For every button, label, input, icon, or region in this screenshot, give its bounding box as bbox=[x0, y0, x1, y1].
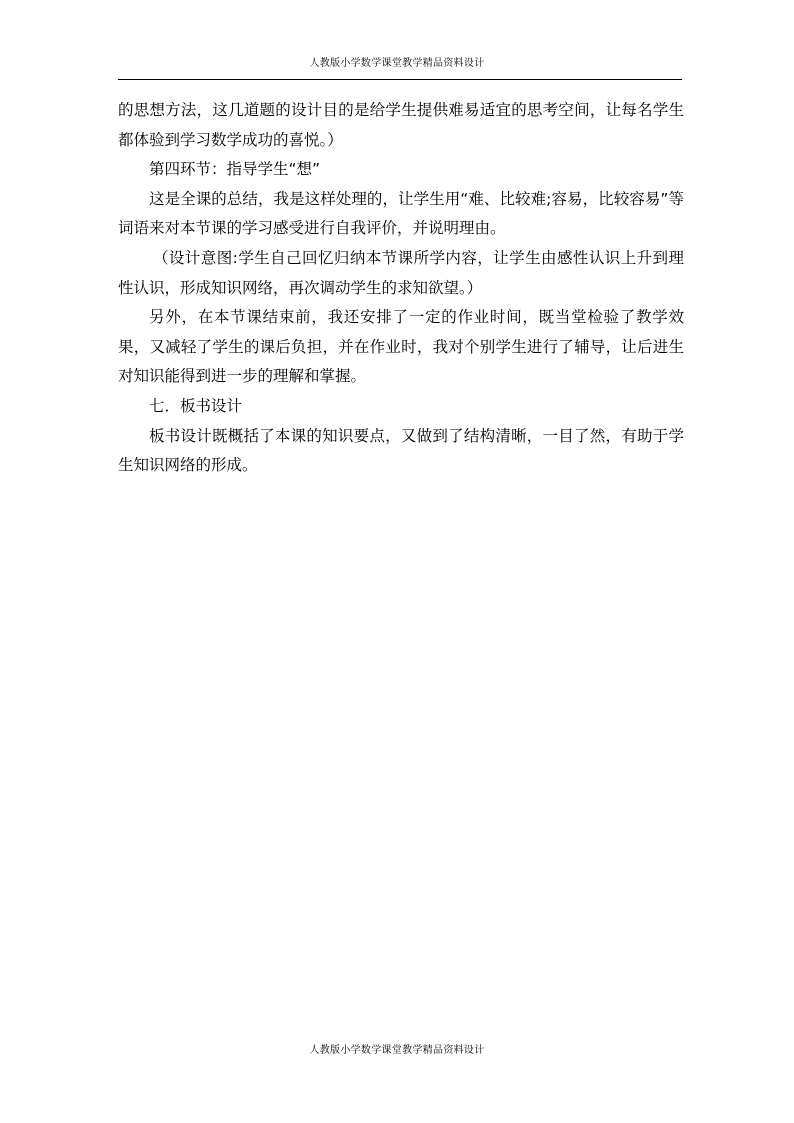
paragraph-blackboard-design: 板书设计既概括了本课的知识要点，又做到了结构清晰，一目了然，有助于学生知识网络的形成。 bbox=[118, 426, 684, 475]
header-rule bbox=[118, 79, 682, 80]
paragraph-summary: 这是全课的总结，我是这样处理的，让学生用“难、比较难;容易，比较容易”等词语来对本节课的学习感受进行自我评价，并说明理由。 bbox=[118, 189, 684, 238]
document-body bbox=[118, 96, 684, 481]
paragraph-continuation: 的思想方法，这几道题的设计目的是给学生提供难易适宜的思考空间，让每名学生都体验到学习数学成功的喜悦。） bbox=[118, 101, 684, 149]
section-heading-step-four: 第四环节：指导学生“想” bbox=[149, 160, 321, 179]
section-heading-blackboard-design: 七．板书设计 bbox=[149, 396, 243, 415]
paragraph-homework: 另外，在本节课结束前，我还安排了一定的作业时间，既当堂检验了教学效果，又减轻了学生的课后负担，并在作业时，我对个别学生进行了辅导，让后进生对知识能得到进一步的理解和掌握。 bbox=[118, 308, 684, 386]
page-footer: 人教版小学数学课堂教学精品资料设计 bbox=[309, 1045, 485, 1056]
paragraph-design-intent: （设计意图:学生自己回忆归纳本节课所学内容，让学生由感性认识上升到理性认识，形成知识网络，再次调动学生的求知欲望。） bbox=[118, 248, 684, 297]
page-header: 人教版小学数学课堂教学精品资料设计 bbox=[309, 58, 485, 69]
